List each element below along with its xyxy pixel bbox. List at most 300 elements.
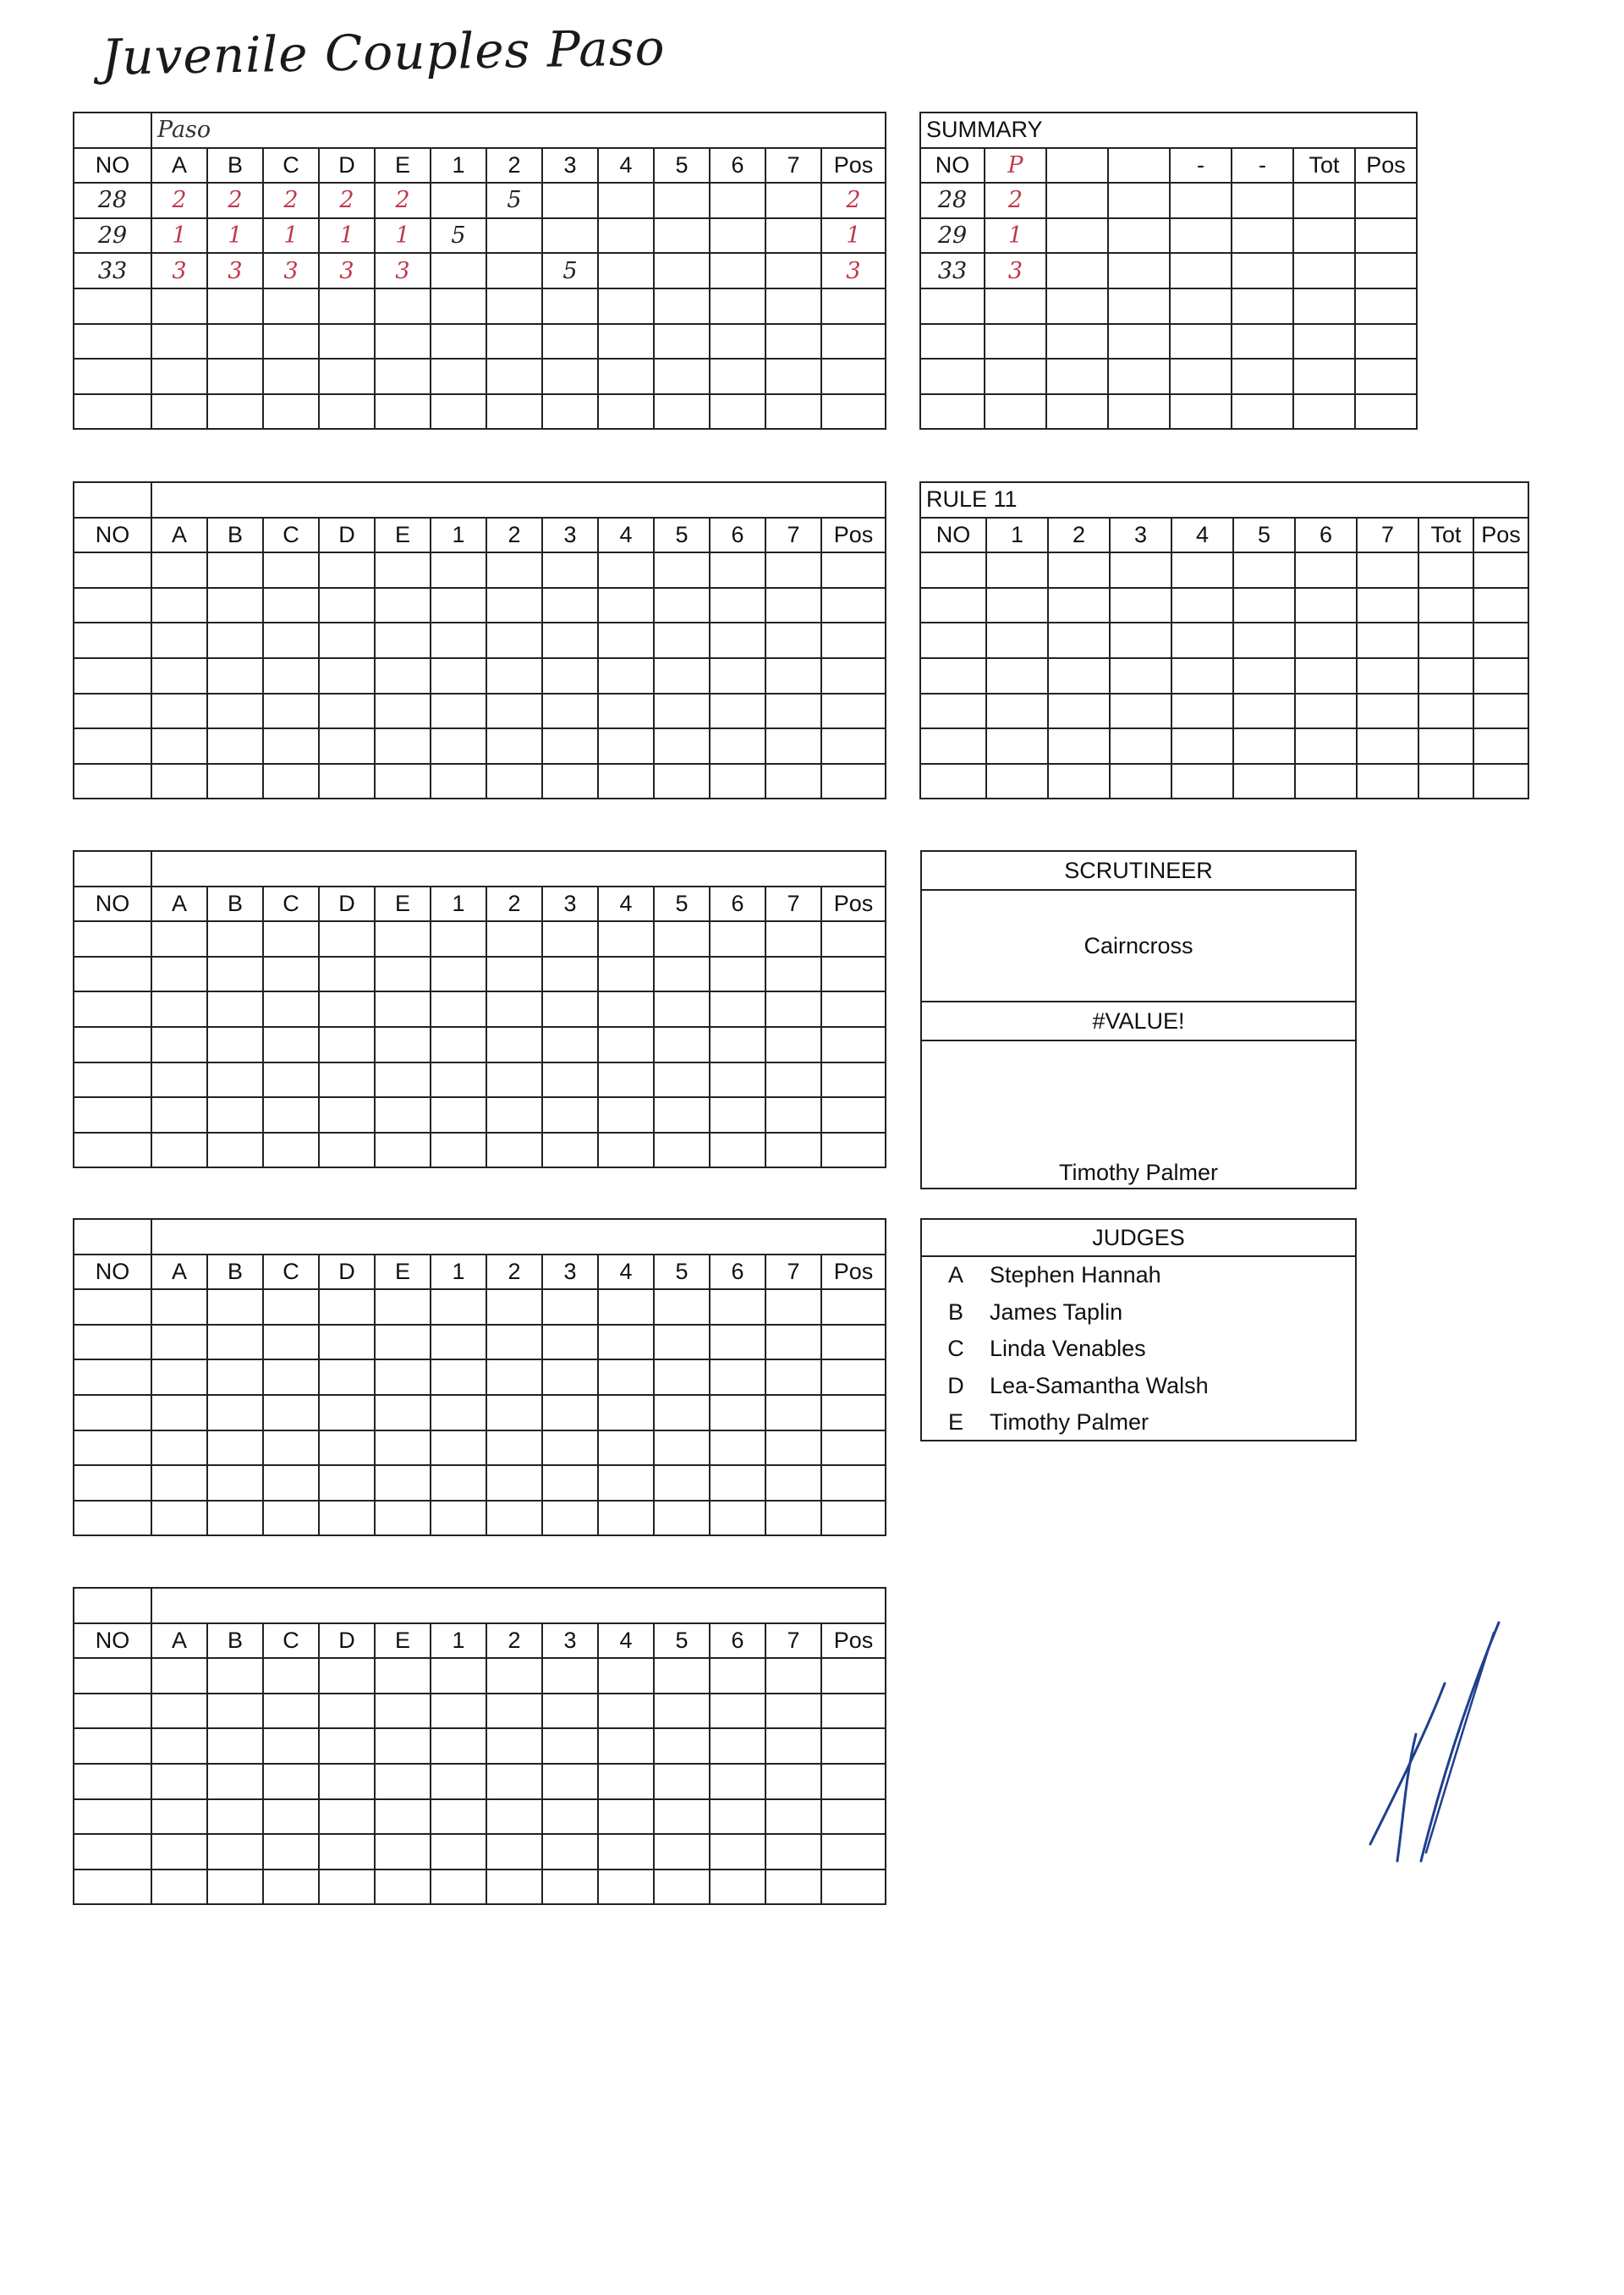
- empty-cell: [765, 1799, 821, 1835]
- empty-cell: [598, 957, 654, 992]
- empty-cell: [1293, 324, 1355, 360]
- empty-cell: [1418, 658, 1473, 694]
- empty-cell: [598, 1658, 654, 1694]
- table-row: [74, 1395, 886, 1430]
- empty-cell: [486, 1728, 542, 1764]
- empty-cell: [263, 1658, 319, 1694]
- judge-row: [922, 1294, 1355, 1331]
- table-row: [920, 588, 1528, 623]
- judge-letter: A: [947, 1262, 963, 1288]
- empty-cell: [319, 728, 375, 764]
- empty-cell: [375, 957, 431, 992]
- empty-cell: [319, 1694, 375, 1729]
- empty-cell: [319, 1834, 375, 1869]
- empty-cell: [710, 1027, 765, 1062]
- empty-cell: [1418, 588, 1473, 623]
- judge-mark: 3: [375, 253, 431, 288]
- empty-cell: [542, 1325, 598, 1360]
- empty-cell: [151, 1359, 207, 1395]
- empty-cell: [207, 324, 263, 360]
- table-row: [74, 1728, 886, 1764]
- empty-cell: [263, 764, 319, 799]
- scrutineer-title: SCRUTINEER: [922, 852, 1355, 891]
- empty-cell: [431, 1430, 486, 1466]
- couple-number: 33: [74, 253, 151, 288]
- empty-cell: [1233, 764, 1295, 799]
- empty-cell: [1110, 728, 1171, 764]
- empty-cell: [375, 1133, 431, 1168]
- empty-cell: [263, 288, 319, 324]
- empty-cell: [486, 1834, 542, 1869]
- empty-cell: [598, 1501, 654, 1536]
- empty-cell: [710, 1289, 765, 1325]
- empty-cell: [654, 764, 710, 799]
- empty-cell: [1418, 552, 1473, 588]
- empty-cell: [821, 324, 886, 360]
- empty-cell: [431, 764, 486, 799]
- empty-cell: [986, 588, 1048, 623]
- empty-cell: [710, 324, 765, 360]
- empty-cell: [1233, 694, 1295, 729]
- empty-cell: [710, 1799, 765, 1835]
- column-header: Pos: [821, 1623, 886, 1659]
- empty-cell: [151, 1062, 207, 1098]
- empty-cell: [821, 288, 886, 324]
- empty-cell: [1232, 253, 1293, 288]
- place-count: [598, 218, 654, 254]
- empty-cell: [821, 359, 886, 394]
- empty-cell: [654, 1027, 710, 1062]
- table-row: [920, 694, 1528, 729]
- empty-cell: [1355, 394, 1417, 430]
- empty-cell: [985, 288, 1046, 324]
- empty-cell: [263, 1764, 319, 1799]
- empty-cell: [431, 1728, 486, 1764]
- empty-cell: [542, 1359, 598, 1395]
- empty-cell: [431, 1658, 486, 1694]
- empty-cell: [375, 1834, 431, 1869]
- empty-cell: [151, 1694, 207, 1729]
- empty-cell: [710, 588, 765, 623]
- empty-cell: [542, 1097, 598, 1133]
- empty-cell: [431, 1395, 486, 1430]
- header-row: [74, 518, 886, 553]
- empty-cell: [486, 1027, 542, 1062]
- empty-cell: [486, 1395, 542, 1430]
- empty-cell: [263, 658, 319, 694]
- empty-cell: [431, 1694, 486, 1729]
- empty-cell: [821, 921, 886, 957]
- judge-mark: 1: [207, 218, 263, 254]
- empty-cell: [1418, 623, 1473, 658]
- empty-cell: [1357, 658, 1418, 694]
- empty-cell: [375, 1799, 431, 1835]
- column-header: 4: [1171, 518, 1233, 553]
- column-header: D: [319, 518, 375, 553]
- place-count: [598, 183, 654, 218]
- column-header: 2: [486, 148, 542, 184]
- empty-cell: [542, 1728, 598, 1764]
- empty-cell: [1048, 694, 1110, 729]
- column-header: 6: [710, 148, 765, 184]
- column-header: Pos: [821, 518, 886, 553]
- empty-cell: [319, 957, 375, 992]
- empty-cell: [654, 1325, 710, 1360]
- empty-cell: [431, 359, 486, 394]
- judge-letter: E: [947, 1409, 963, 1436]
- table-row: [920, 623, 1528, 658]
- empty-cell: [654, 1289, 710, 1325]
- marks-table-1: [73, 112, 886, 430]
- empty-cell: [821, 623, 886, 658]
- judge-row: [922, 1331, 1355, 1368]
- empty-cell: [920, 394, 985, 430]
- place-count: [710, 218, 765, 254]
- empty-cell: [710, 957, 765, 992]
- column-header: 2: [1048, 518, 1110, 553]
- empty-cell: [207, 694, 263, 729]
- empty-cell: [375, 288, 431, 324]
- table-row: [74, 1325, 886, 1360]
- empty-cell: [207, 1097, 263, 1133]
- place-count: [765, 183, 821, 218]
- empty-cell: [319, 623, 375, 658]
- empty-cell: [431, 623, 486, 658]
- couple-number: 28: [74, 183, 151, 218]
- judge-mark: 1: [263, 218, 319, 254]
- empty-cell: [151, 764, 207, 799]
- empty-cell: [319, 1027, 375, 1062]
- empty-cell: [765, 623, 821, 658]
- empty-cell: [263, 1062, 319, 1098]
- empty-cell: [765, 1062, 821, 1098]
- empty-cell: [765, 1395, 821, 1430]
- empty-cell: [1232, 288, 1293, 324]
- empty-cell: [765, 1694, 821, 1729]
- empty-cell: [319, 991, 375, 1027]
- empty-cell: [207, 1728, 263, 1764]
- empty-cell: [598, 1694, 654, 1729]
- empty-cell: [598, 1097, 654, 1133]
- table-row: [74, 1359, 886, 1395]
- empty-cell: [765, 1430, 821, 1466]
- dance-title-row: [74, 1219, 886, 1255]
- empty-cell: [74, 728, 151, 764]
- empty-cell: [319, 588, 375, 623]
- empty-cell: [431, 658, 486, 694]
- table-row: [74, 588, 886, 623]
- column-header: 2: [486, 518, 542, 553]
- place-count: [654, 218, 710, 254]
- place-count: [431, 183, 486, 218]
- empty-cell: [151, 1834, 207, 1869]
- column-header: Pos: [821, 887, 886, 922]
- empty-cell: [263, 1728, 319, 1764]
- empty-cell: [1108, 288, 1170, 324]
- empty-cell: [821, 1834, 886, 1869]
- empty-cell: [542, 1501, 598, 1536]
- blank-cell: [74, 482, 151, 518]
- table-row: [920, 359, 1417, 394]
- column-header: C: [263, 1623, 319, 1659]
- empty-cell: [598, 1289, 654, 1325]
- empty-cell: [654, 359, 710, 394]
- empty-cell: [151, 394, 207, 430]
- empty-cell: [207, 764, 263, 799]
- column-header: B: [207, 518, 263, 553]
- empty-cell: [542, 764, 598, 799]
- empty-cell: [654, 1728, 710, 1764]
- empty-cell: [1048, 588, 1110, 623]
- header-row: [74, 1623, 886, 1659]
- empty-cell: [74, 1097, 151, 1133]
- judge-mark: 3: [263, 253, 319, 288]
- empty-cell: [1295, 588, 1357, 623]
- empty-cell: [821, 1359, 886, 1395]
- empty-cell: [319, 921, 375, 957]
- blank-cell: [74, 851, 151, 887]
- empty-cell: [821, 991, 886, 1027]
- empty-cell: [431, 1834, 486, 1869]
- empty-cell: [542, 1694, 598, 1729]
- empty-cell: [74, 359, 151, 394]
- table-row: [74, 1027, 886, 1062]
- empty-cell: [821, 1869, 886, 1905]
- empty-cell: [821, 1062, 886, 1098]
- table-row: [74, 359, 886, 394]
- empty-cell: [375, 658, 431, 694]
- empty-cell: [598, 1133, 654, 1168]
- empty-cell: [207, 1799, 263, 1835]
- empty-cell: [74, 1501, 151, 1536]
- empty-cell: [319, 1869, 375, 1905]
- empty-cell: [74, 1395, 151, 1430]
- empty-cell: [821, 1027, 886, 1062]
- empty-cell: [654, 394, 710, 430]
- empty-cell: [151, 991, 207, 1027]
- header-row: [920, 518, 1528, 553]
- empty-cell: [920, 359, 985, 394]
- column-header: 4: [598, 1623, 654, 1659]
- empty-cell: [74, 1062, 151, 1098]
- empty-cell: [1108, 359, 1170, 394]
- table-row: [74, 1430, 886, 1466]
- table-row: [74, 1062, 886, 1098]
- empty-cell: [263, 552, 319, 588]
- scrutineer-name: Cairncross: [1084, 932, 1193, 958]
- empty-cell: [765, 658, 821, 694]
- empty-cell: [319, 1764, 375, 1799]
- empty-cell: [765, 1097, 821, 1133]
- empty-cell: [319, 1062, 375, 1098]
- empty-cell: [821, 552, 886, 588]
- column-header: E: [375, 148, 431, 184]
- empty-cell: [319, 694, 375, 729]
- empty-cell: [207, 359, 263, 394]
- empty-cell: [765, 957, 821, 992]
- judge-name: Timothy Palmer: [990, 1409, 1149, 1436]
- column-header: E: [375, 518, 431, 553]
- empty-cell: [920, 728, 986, 764]
- table-row: [74, 1658, 886, 1694]
- column-header: E: [375, 887, 431, 922]
- empty-cell: [765, 1027, 821, 1062]
- column-header: NO: [920, 148, 985, 184]
- empty-cell: [1110, 694, 1171, 729]
- empty-cell: [1171, 588, 1233, 623]
- empty-cell: [920, 694, 986, 729]
- empty-cell: [765, 1764, 821, 1799]
- empty-cell: [710, 1869, 765, 1905]
- judge-mark: 2: [263, 183, 319, 218]
- empty-cell: [765, 1133, 821, 1168]
- column-header: B: [207, 148, 263, 184]
- empty-cell: [486, 1869, 542, 1905]
- empty-cell: [710, 1062, 765, 1098]
- empty-cell: [263, 1430, 319, 1466]
- empty-cell: [654, 921, 710, 957]
- second-title: #VALUE!: [922, 1001, 1355, 1041]
- empty-cell: [74, 1834, 151, 1869]
- column-header: 5: [654, 148, 710, 184]
- empty-cell: [598, 1834, 654, 1869]
- empty-cell: [263, 1133, 319, 1168]
- empty-cell: [598, 1027, 654, 1062]
- empty-cell: [375, 1395, 431, 1430]
- column-header: A: [151, 518, 207, 553]
- empty-cell: [542, 1869, 598, 1905]
- summary-table: [919, 112, 1418, 430]
- empty-cell: [654, 588, 710, 623]
- couple-number: 28: [920, 183, 985, 218]
- empty-cell: [654, 1764, 710, 1799]
- empty-cell: [821, 694, 886, 729]
- empty-cell: [207, 552, 263, 588]
- empty-cell: [74, 921, 151, 957]
- empty-cell: [542, 1133, 598, 1168]
- empty-cell: [1048, 764, 1110, 799]
- empty-cell: [821, 1289, 886, 1325]
- empty-cell: [710, 728, 765, 764]
- column-header: -: [1232, 148, 1293, 184]
- empty-cell: [765, 1359, 821, 1395]
- empty-cell: [74, 694, 151, 729]
- empty-cell: [486, 1359, 542, 1395]
- empty-cell: [431, 1133, 486, 1168]
- empty-cell: [375, 1325, 431, 1360]
- judge-name: Lea-Samantha Walsh: [990, 1372, 1209, 1398]
- column-header: 2: [486, 1623, 542, 1659]
- empty-cell: [1355, 359, 1417, 394]
- empty-cell: [375, 1465, 431, 1501]
- empty-cell: [654, 991, 710, 1027]
- empty-cell: [1293, 253, 1355, 288]
- empty-cell: [985, 324, 1046, 360]
- column-header: D: [319, 1255, 375, 1290]
- empty-cell: [263, 394, 319, 430]
- empty-cell: [1357, 694, 1418, 729]
- place-count: [486, 253, 542, 288]
- empty-cell: [985, 359, 1046, 394]
- empty-cell: [1233, 588, 1295, 623]
- table-row: [74, 921, 886, 957]
- position: 2: [821, 183, 886, 218]
- column-header: C: [263, 1255, 319, 1290]
- empty-cell: [542, 694, 598, 729]
- summary-title-row: [920, 113, 1417, 148]
- place-count: [598, 253, 654, 288]
- empty-cell: [710, 394, 765, 430]
- empty-cell: [431, 991, 486, 1027]
- column-header: 1: [431, 1255, 486, 1290]
- empty-cell: [486, 288, 542, 324]
- empty-cell: [74, 1465, 151, 1501]
- empty-cell: [74, 1869, 151, 1905]
- column-header: 4: [598, 887, 654, 922]
- empty-cell: [1110, 658, 1171, 694]
- empty-cell: [319, 1133, 375, 1168]
- empty-cell: [542, 1799, 598, 1835]
- empty-cell: [151, 1728, 207, 1764]
- table-row: [920, 728, 1528, 764]
- empty-cell: [151, 1027, 207, 1062]
- empty-cell: [710, 1133, 765, 1168]
- column-header: 2: [486, 887, 542, 922]
- paso-place: 2: [985, 183, 1046, 218]
- empty-cell: [821, 957, 886, 992]
- empty-cell: [654, 1658, 710, 1694]
- empty-cell: [207, 921, 263, 957]
- empty-cell: [207, 1658, 263, 1694]
- empty-cell: [821, 1501, 886, 1536]
- summary-title: SUMMARY: [920, 113, 1417, 148]
- empty-cell: [1295, 764, 1357, 799]
- judge-row: [922, 1257, 1355, 1294]
- empty-cell: [710, 991, 765, 1027]
- empty-cell: [375, 588, 431, 623]
- empty-cell: [1170, 183, 1232, 218]
- judge-mark: 2: [207, 183, 263, 218]
- empty-cell: [375, 394, 431, 430]
- column-header: 6: [710, 1255, 765, 1290]
- empty-cell: [654, 1465, 710, 1501]
- empty-cell: [654, 1395, 710, 1430]
- empty-cell: [1233, 552, 1295, 588]
- empty-cell: [319, 1097, 375, 1133]
- empty-cell: [431, 394, 486, 430]
- column-header: A: [151, 1255, 207, 1290]
- empty-cell: [207, 588, 263, 623]
- empty-cell: [598, 694, 654, 729]
- empty-cell: [431, 957, 486, 992]
- empty-cell: [1473, 694, 1528, 729]
- empty-cell: [542, 728, 598, 764]
- empty-cell: [598, 1869, 654, 1905]
- empty-cell: [375, 324, 431, 360]
- empty-cell: [151, 1658, 207, 1694]
- empty-cell: [1357, 588, 1418, 623]
- empty-cell: [1171, 764, 1233, 799]
- table-row: [920, 218, 1417, 254]
- table-row: [74, 288, 886, 324]
- column-header: 6: [710, 1623, 765, 1659]
- empty-cell: [710, 1395, 765, 1430]
- empty-cell: [598, 1062, 654, 1098]
- empty-cell: [431, 1359, 486, 1395]
- empty-cell: [821, 728, 886, 764]
- empty-cell: [263, 588, 319, 623]
- position: 1: [821, 218, 886, 254]
